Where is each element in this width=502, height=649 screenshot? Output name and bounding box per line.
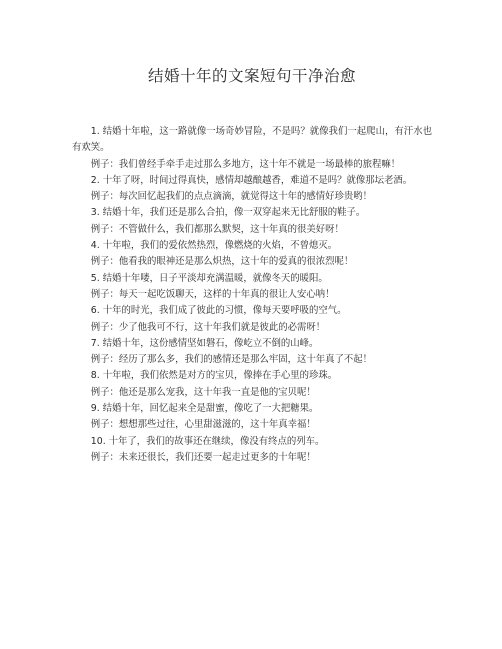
paragraph: 例子：我们曾经手牵手走过那么多地方，这十年不就是一场最棒的旅程嘛！ xyxy=(90,158,401,170)
document-body xyxy=(72,124,432,466)
document-title: 结婚十年的文案短句干净治愈 xyxy=(147,67,356,85)
paragraph: 例子：未来还很长，我们还要一起走过更多的十年呢！ xyxy=(90,451,316,463)
paragraph: 例子：每天一起吃饭聊天，这样的十年真的很让人安心呐！ xyxy=(90,288,335,300)
paragraph: 8. 十年啦，我们依然是对方的宝贝，像捧在手心里的珍珠。 xyxy=(90,370,338,382)
paragraph: 1. 结婚十年啦，这一路就像一场奇妙冒险，不是吗？就像我们一起爬山，有汗水也有欢笑。 xyxy=(72,126,432,154)
paragraph: 9. 结婚十年，回忆起来全是甜蜜，像吃了一大把糖果。 xyxy=(90,403,319,415)
paragraph: 例子：经历了那么多，我们的感情还是那么牢固，这十年真了不起！ xyxy=(90,354,373,366)
paragraph: 2. 十年了呀，时间过得真快，感情却越酿越香，难道不是吗？就像那坛老酒。 xyxy=(90,174,413,186)
paragraph: 例子：想想那些过往，心里甜滋滋的，这十年真幸福！ xyxy=(90,419,316,431)
paragraph: 7. 结婚十年，这份感情坚如磐石，像屹立不倒的山峰。 xyxy=(90,337,319,349)
paragraph: 6. 十年的时光，我们成了彼此的习惯，像每天要呼吸的空气。 xyxy=(90,305,347,317)
paragraph: 例子：少了他我可不行，这十年我们就是彼此的必需呀！ xyxy=(90,321,326,333)
paragraph: 5. 结婚十年喽，日子平淡却充满温暖，就像冬天的暖阳。 xyxy=(90,272,328,284)
paragraph: 3. 结婚十年，我们还是那么合拍，像一双穿起来无比舒服的鞋子。 xyxy=(90,207,366,219)
paragraph: 例子：他还是那么宠我，这十年我一直是他的宝贝呢！ xyxy=(90,386,316,398)
paragraph: 例子：他看我的眼神还是那么炽热，这十年的爱真的很浓烈呢！ xyxy=(90,256,354,268)
paragraph: 10. 十年了，我们的故事还在继续，像没有终点的列车。 xyxy=(90,435,325,447)
paragraph: 例子：每次回忆起我们的点点滴滴，就觉得这十年的感情好珍贵哟！ xyxy=(90,191,373,203)
paragraph: 4. 十年啦，我们的爱依然热烈，像燃烧的火焰，不曾熄灭。 xyxy=(90,240,338,252)
paragraph: 例子：不管做什么，我们都那么默契，这十年真的很美好呀！ xyxy=(90,223,344,235)
